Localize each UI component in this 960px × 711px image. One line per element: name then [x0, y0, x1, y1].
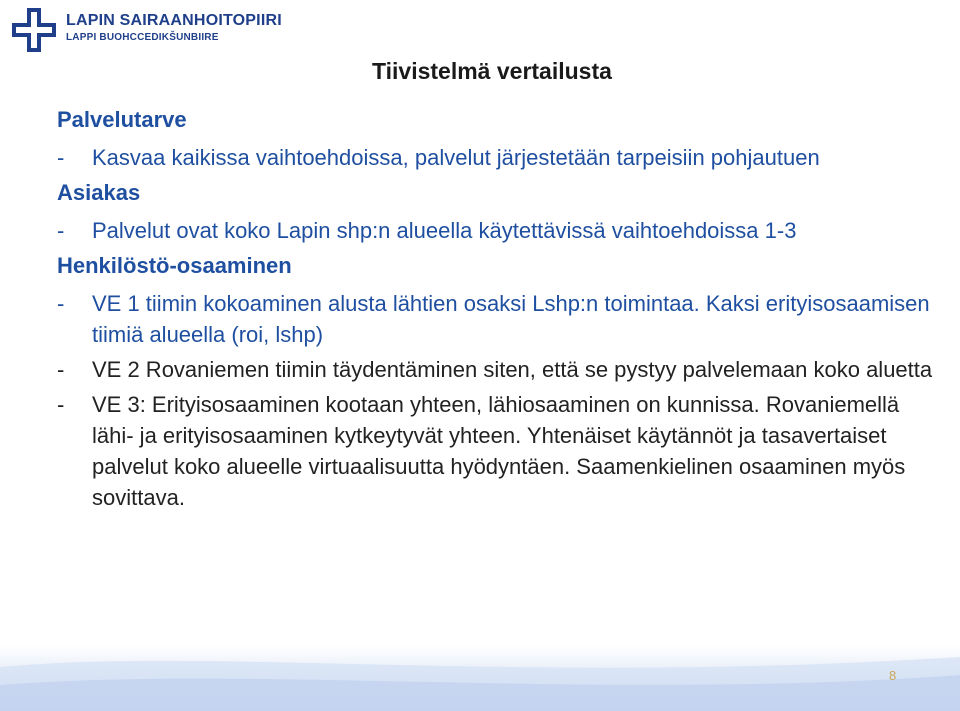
logo-name-finnish: LAPIN SAIRAANHOITOPIIRI	[66, 12, 282, 29]
list-item	[57, 142, 937, 173]
list-item	[57, 215, 937, 246]
page-number: 8	[889, 668, 897, 683]
list-dash: -	[57, 218, 65, 243]
logo-text	[66, 11, 282, 44]
list-dash: -	[57, 145, 65, 170]
list-item-text: Palvelut ovat koko Lapin shp:n alueella käytettävissä vaihtoehdoissa 1-3	[92, 218, 797, 243]
organization-logo	[10, 6, 282, 54]
section-staff-competence	[57, 250, 937, 513]
section-heading: Henkilöstö-osaaminen	[57, 253, 292, 278]
list-item-text: VE 3: Erityisosaaminen kootaan yhteen, lähiosaaminen on kunnissa. Rovaniemellä lähi- ja erityisosaaminen kytkeytyvät yhteen. Yhtenäiset käytännöt ja tasavertaiset palvelut koko alueelle virtuaalisuutta hyödyntäen. Saamenkielinen osaaminen myös sovittava.	[92, 392, 906, 510]
footer-wave-decoration	[0, 645, 960, 711]
footer-band	[0, 645, 960, 711]
list-item-text: Kasvaa kaikissa vaihtoehdoissa, palvelut järjestetään tarpeisiin pohjautuen	[92, 145, 820, 170]
list-item	[57, 389, 937, 513]
list-item-text: VE 2 Rovaniemen tiimin täydentäminen siten, että se pystyy palvelemaan koko aluetta	[92, 357, 933, 382]
section-service-need	[57, 104, 937, 173]
slide-content	[57, 104, 937, 517]
list-item	[57, 288, 937, 350]
section-customer	[57, 177, 937, 246]
list-item	[57, 354, 937, 385]
list-dash: -	[57, 357, 65, 382]
list-dash: -	[57, 291, 65, 316]
list-dash: -	[57, 392, 65, 417]
section-heading: Asiakas	[57, 180, 141, 205]
list-item-text: VE 1 tiimin kokoaminen alusta lähtien osaksi Lshp:n toimintaa. Kaksi erityisosaamisen tiimiä alueella (roi, lshp)	[92, 291, 930, 347]
cross-icon	[10, 6, 58, 54]
slide-title: Tiivistelmä vertailusta	[372, 58, 612, 84]
section-heading: Palvelutarve	[57, 107, 187, 132]
logo-name-sami: LAPPI BUOHCCEDIKŠUNBIIRE	[66, 32, 219, 43]
